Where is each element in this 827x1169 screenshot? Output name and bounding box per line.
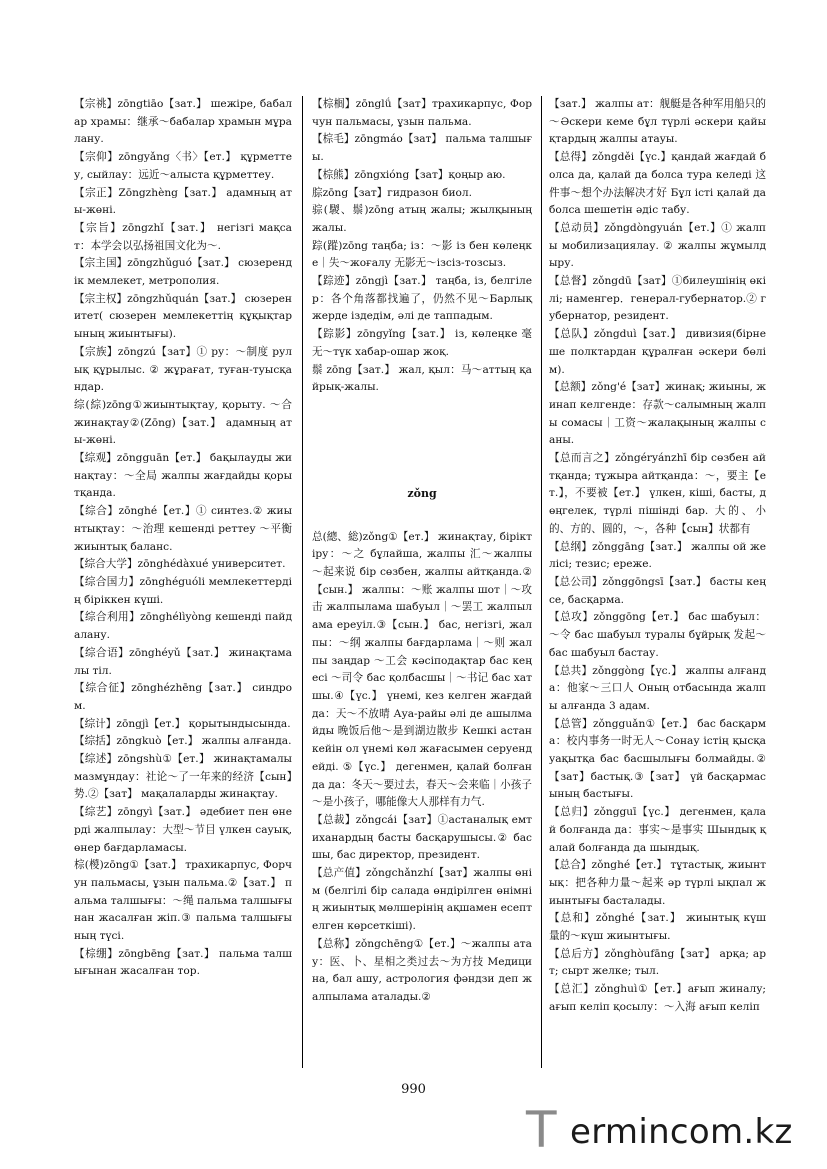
dictionary-entry: 【棕榈】zōnglǘ【зат】трахикарпус, Форчун пальмасы, ұзын пальма. (312, 98, 532, 128)
dictionary-entry: 【总公司】zǒnggōngsī【зат.】 басты кеңсе, басқарма. (549, 575, 766, 606)
dictionary-entry: 【зат.】 жалпы ат：舰艇是各种军用船只的～Әскери кеме бұл түрлі әскери қайықтардың жалпы атауы. (549, 98, 766, 146)
dictionary-entry: 【综艺】zōngyì【зат.】 әдебиет пен өнерді жалпылау：大型～节目 үлкен сауық, өнер бағдарламасы. (74, 806, 292, 854)
termincom-logo (526, 1101, 811, 1159)
dictionary-entry: 【宗旨】zōngzhǐ【зат.】 негізгі мақсат：本学会以弘扬祖国文化为～. (74, 221, 292, 252)
dictionary-entry: 【综观】zōngguān【ет.】 бақылауды жинақтау：～全局 жалпы жағдайды қорытқанда. (74, 452, 292, 500)
logo-letter: T (526, 1101, 557, 1159)
section-heading: zǒng (407, 486, 437, 500)
dictionary-entry: 【总共】zǒnggòng【үс.】 жалпы алғанда：他家～三口人 Оның отбасында жалпы алғанда 3 адам. (549, 664, 766, 712)
page-number: 990 (401, 1082, 426, 1097)
dictionary-entry: 【棕毛】zōngmáo【зат】 пальма талшығы. (312, 133, 532, 164)
dictionary-entry: 【总裁】zǒngcái【зат】①астаналық емтиханардың басты басқарушысы.② басшы, бас директор, президент. (312, 813, 532, 862)
dictionary-entry: 【综合大学】zōnghédàxué университет. (74, 558, 286, 571)
dictionary-entry: 【总纲】zǒnggāng【зат.】 жалпы ой желісі; тезис; ереже. (549, 540, 766, 571)
logo-text: ermincom.kz (570, 1112, 793, 1152)
column-left (74, 96, 292, 981)
dictionary-entry: 【综合】zōnghé【ет.】① синтез.② жиынтықтау：～治理 кешенді реттеу ～平衡 жиынтық баланс. (74, 505, 292, 553)
dictionary-entry: 【棕绷】zōngbēng【зат.】 пальма талшығынан жасалған тор. (74, 947, 292, 978)
dictionary-entry: 【棕熊】zōngxióng【зат】қоңыр аю. (312, 168, 506, 181)
dictionary-entry: 【宗正】Zōngzhèng【зат.】 адамның аты-жөні. (74, 186, 292, 217)
dictionary-entry: 【宗祧】zōngtiāo【зат.】 шежіре, бабалар храмы：继承～бабалар храмын мұралану. (74, 98, 292, 146)
column-right (549, 96, 766, 1017)
dictionary-entry: 鬃 zōng【зат.】 жал, қыл：马～аттың қайрық-жалы. (312, 363, 532, 394)
dictionary-entry: 【综合征】zōnghézhēng【зат.】 синдром. (74, 682, 292, 712)
dictionary-entry: 【宗仰】zōngyǎng〈书〉【ет.】 құрметтеу, сыйлау：远近～алыста құрметтеу. (74, 151, 292, 181)
dictionary-entry: 【总产值】zǒngchǎnzhí【зат】жалпы өнім (белгілі бір салада өндірілген өнімнің жиынтық мөлшерінің ақшамен есептелген көрсеткіші). (312, 867, 533, 933)
dictionary-entry: 【总后方】zǒnghòufāng【зат】 арқа; арт; сырт желке; тыл. (549, 947, 766, 978)
dictionary-entry: 【总动员】zǒngdòngyuán【ет.】① жалпы мобилизациялау. ② жалпы жұмылдыру. (549, 221, 766, 270)
column-middle (312, 96, 532, 1007)
dictionary-entry: 【综述】zōngshù①【ет.】 жинақтамалы мазмұндау：社论～了一年来的经济【сын】势.②【зат】 мақалаларды жинақтау. (74, 753, 292, 801)
dictionary-entry: 【综合语】zōnghéyǔ【зат.】 жинақтамалы тіл. (74, 646, 292, 677)
dictionary-entry: 【宗主国】zōngzhǔguó【зат.】 сюзерендік мемлекет, метрополия. (74, 257, 292, 288)
dictionary-entry: 【总得】zǒngděi【үс.】қандай жағдай болса да, қалай да болса тура келеді 这件事～想个办法解决才好 Бұл істі қалай да болса шешетін әдіс табу. (549, 151, 766, 217)
dictionary-entry: 【宗主权】zōngzhǔquán【зат.】 сюзеренитет( сюзерен мемлекеттің құқықтарының жиынтығы). (74, 292, 292, 341)
dictionary-entry: 【宗族】zōngzú【зат】① ру：～制度 рулық құрылыс. ② жұрағат, туған-туысқандар. (74, 345, 292, 394)
dictionary-entry: 综(綜)zōng①жиынтықтау, қорыту. ～合 жинақтау②(Zōng)【зат.】 адамның аты-жөні. (74, 398, 292, 447)
dictionary-entry: 腙zōng【зат】гидразон биол. (312, 186, 473, 199)
column-divider (541, 96, 542, 1068)
dictionary-entry: 骔(騣、鬃)zōng атың жалы; жылқының жалы. (312, 204, 532, 234)
dictionary-entry: 【总归】zǒngguī【үс.】 дегенмен, қалай болғанда да：事实～是事实 Шындық қалай болғанда да шындық. (549, 806, 766, 854)
dictionary-entry: 【总汇】zǒnghuì①【ет.】ағып жиналу; ағып келіп қосылу：～入海 ағып келіп (549, 983, 766, 1013)
dictionary-entry: 【踪影】zōngyǐng【зат.】 із, көлеңке 毫无～түк хабар-ошар жоқ. (312, 328, 532, 358)
dictionary-entry: 【总额】zǒng'é【зат】жинақ; жиыны, жинап келгенде：存款～салымның жалпы сомасы｜工资～жалақының жалпы саны. (549, 381, 767, 447)
dictionary-entry: 【总和】zǒnghé【зат.】 жиынтық күш 量的～күш жиынтығы. (549, 912, 766, 943)
section-gap (312, 397, 532, 485)
dictionary-entry: 【总合】zǒnghé【ет.】 тұтастық, жиынтық：把各种力量～起来 әр түрлі ықпал жиынтығы басталады. (549, 859, 766, 907)
dictionary-entry: 【踪迹】zōngjì【зат.】 таңба, із, белгілер：各个角落都找遍了，仍然不见～Барлық жерде іздедім, әлі де таппадым. (312, 275, 532, 323)
dictionary-entry: 【总而言之】zǒngéryánzhī бір сөзбен айтқанда; тұжыра айтқанда：～，要主【ет.】，不要被【ет.】 үлкен, кіші, басты, дөңгелек, түрлі пішінді бар. 大的、小的、方的、圆的，～，各种【сын】状都有 (549, 452, 766, 535)
dictionary-entry: 踪(蹤)zōng таңба; із：～影 із бен көлеңке｜失～жоғалу 无影无～ізсіз-тозсыз. (312, 239, 532, 270)
dictionary-entry: 【总队】zǒngduì【зат.】 дивизия(бірнеше полктардан құралған әскери бөлім). (549, 328, 766, 376)
dictionary-entry: 【总督】zǒngdū【зат】①билеушінің өкілі; наменгер．генерал-губернатор.② губернатор, резидент. (549, 275, 766, 323)
dictionary-entry: 棕(椶)zōng①【зат.】 трахикарпус, Форчун пальмасы, ұзын пальма.②【зат.】 пальма талшығы：～绳 пальма талшығынан жасалған жіп.③ пальма талшығының түсі. (74, 859, 293, 943)
dictionary-entry: 【综合国力】zōnghéguóli мемлекеттердің біріккен күші. (74, 575, 292, 606)
dictionary-entry: 【综合利用】zōnghélìyòng кешенді пайдалану. (74, 611, 292, 642)
dictionary-entry: 【综括】zōngkuò【ет.】 жалпы алғанда. (74, 735, 292, 748)
dictionary-entry: 【总管】zǒngguǎn①【ет.】 бас басқарма：校内事务一时无人～Сонау істің қысқа уақытқа бас басшылығы болмайды.②【зат】бастық.③【зат】 үй басқармасының бастығы. (549, 717, 766, 801)
dictionary-entry: 【总攻】zǒnggōng【ет.】 бас шабуыл：～令 бас шабуыл туралы бұйрық 发起～бас шабуыл бастау. (549, 611, 766, 659)
dictionary-entry: 【综计】zōngjì【ет.】 қорытындысында. (74, 717, 291, 730)
column-divider (302, 96, 303, 1068)
dictionary-entry: 【总称】zǒngchēng①【ет.】～жалпы атау：医、卜、星相之类过去～为方技 Медицина, бал ашу, астрология фәндзи деп жалпылама аталады.② (312, 937, 532, 1003)
dictionary-entry: 总(總、総)zǒng①【ет.】 жинақтау, біріктіру：～之 бұлайша, жалпы 汇～жалпы ～起来说 бір сөзбен, жалпы айтқанда.②【сын.】 жалпы：～账 жалпы шот｜～攻击 жалпылама шабуыл｜～罢工 жалпылама ереуіл.③【сын.】 бас, негізгі, жалпы：～纲 жалпы бағдарлама｜～则 жалпы заңдар ～工会 кәсіподақтар бас кеңесі ～司令 бас қолбасшы｜～书记 бас хатшы.④【үс.】 үнемі, кез келген жағдайда：天～不放晴 Ауа-райы әлі де ашылмайды 晚饭后他～是到湖边散步 Кешкі астан кейін ол үнемі көл жағасымен серуендейді. ⑤【үс.】 дегенмен, қалай болғанда да：冬天～要过去，春天～会来临｜小孩子～是小孩子，哪能像大人那样有力气. (312, 530, 532, 809)
